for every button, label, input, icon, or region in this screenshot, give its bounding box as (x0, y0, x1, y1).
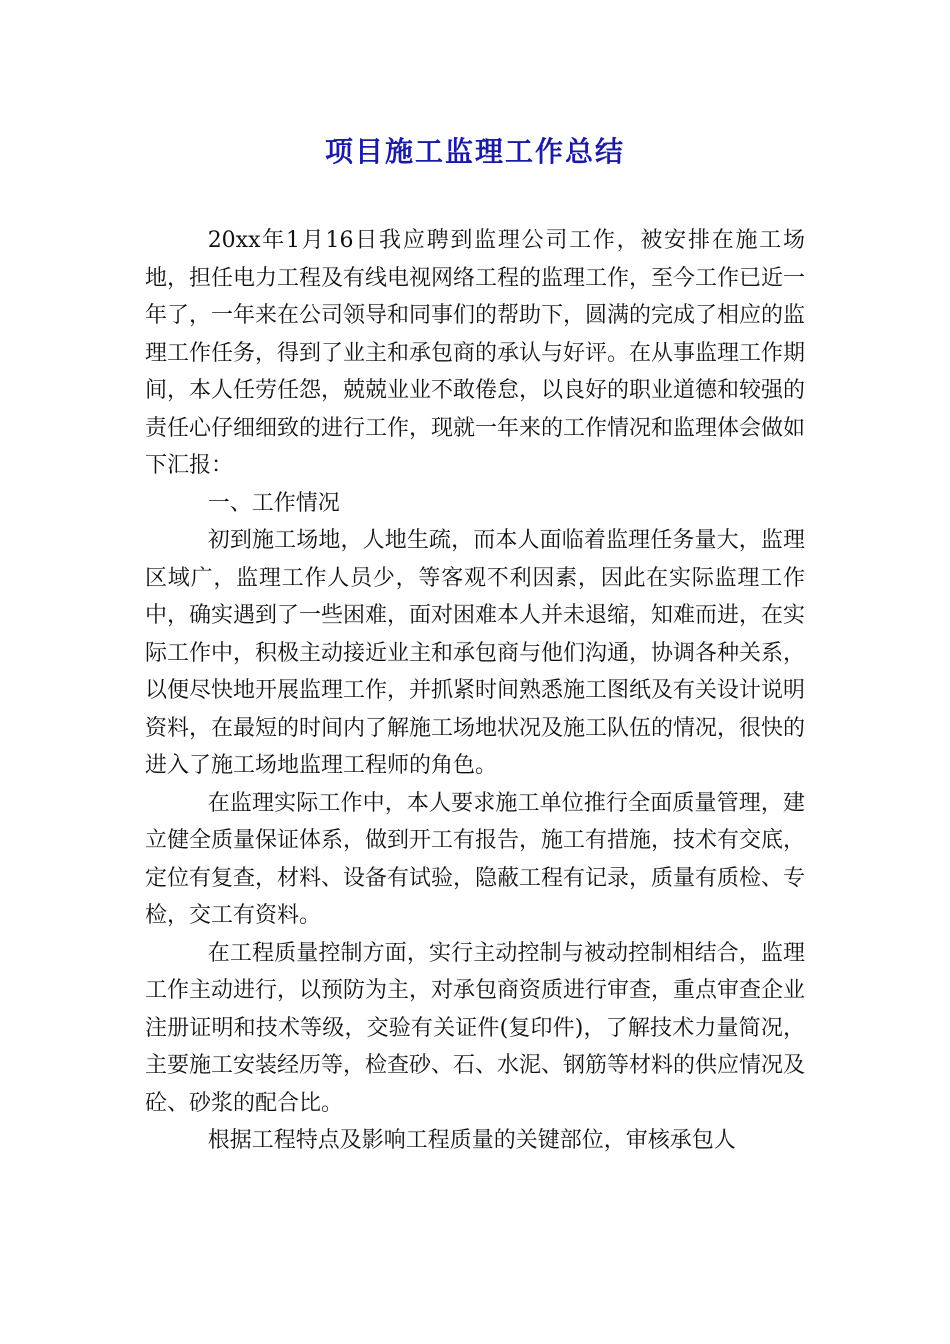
paragraph: 根据工程特点及影响工程质量的关键部位，审核承包人 (207, 1128, 736, 1153)
document-body (145, 222, 805, 1160)
paragraph: 初到施工场地，人地生疏，而本人面临着监理任务量大，监理区域广，监理工作人员少，等客观不利因素，因此在实际监理工作中，确实遇到了一些困难，面对困难本人并未退缩，知难而进，在实际工作中，积极主动接近业主和承包商与他们沟通，协调各种关系，以便尽快地开展监理工作，并抓紧时间熟悉施工图纸及有关设计说明资料，在最短的时间内了解施工场地状况及施工队伍的情况，很快的进入了施工场地监理工程师的角色。 (145, 528, 806, 778)
paragraph: 在监理实际工作中，本人要求施工单位推行全面质量管理，建立健全质量保证体系，做到开工有报告，施工有措施，技术有交底，定位有复查，材料、设备有试验，隐蔽工程有记录，质量有质检、专检，交工有资料。 (145, 790, 806, 928)
document-title: 项目施工监理工作总结 (324, 135, 625, 168)
section-heading: 一、工作情况 (207, 490, 340, 516)
paragraph: 20xx年1月16日我应聘到监理公司工作，被安排在施工场地，担任电力工程及有线电视网络工程的监理工作，至今工作已近一年了，一年来在公司领导和同事们的帮助下，圆满的完成了相应的监理工作任务，得到了业主和承包商的承认与好评。在从事监理工作期间，本人任劳任怨，兢兢业业不敢倦怠，以良好的职业道德和较强的责任心仔细细致的进行工作，现就一年来的工作情况和监理体会做如下汇报： (145, 228, 806, 478)
paragraph: 在工程质量控制方面，实行主动控制与被动控制相结合，监理工作主动进行，以预防为主，对承包商资质进行审查，重点审查企业注册证明和技术等级，交验有关证件(复印件)，了解技术力量简况，主要施工安装经历等，检查砂、石、水泥、钢筋等材料的供应情况及砼、砂浆的配合比。 (145, 940, 806, 1116)
